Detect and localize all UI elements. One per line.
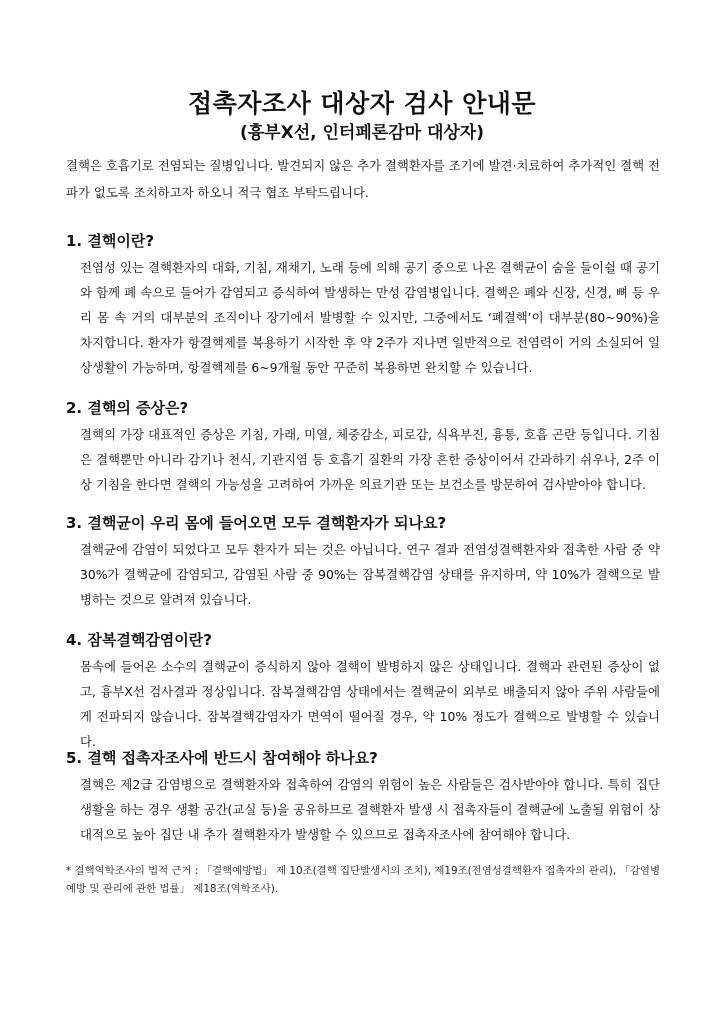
section-body: 결핵균에 감염이 되었다고 모두 환자가 되는 것은 아닙니다. 연구 결과 전염성결핵환자와 접촉한 사람 중 약 30%가 결핵균에 감염되고, 감염된 사람 중 90%는 잠복결핵감염 상태를 유지하며, 약 10%가 결핵으로 발병하는 것으로 알려져 있습니다. — [80, 542, 660, 607]
section-heading: 5. 결핵 접촉자조사에 반드시 참여해야 하나요? — [66, 749, 378, 767]
section-what-is-tb — [66, 229, 660, 380]
section-latent-tb — [66, 628, 660, 754]
intro-paragraph: 결핵은 호흡기로 전염되는 질병입니다. 발견되지 않은 추가 결핵환자를 조기에 발견·치료하여 추가적인 결핵 전파가 없도록 조치하고자 하오니 적극 협조 부탁드립니다. — [66, 158, 660, 200]
section-body: 결핵은 제2급 감염병으로 결핵환자와 접촉하여 감염의 위험이 높은 사람들은 검사받아야 합니다. 특히 집단생활을 하는 경우 생활 공간(교실 등)을 공유하므로 결핵환자 발생 시 접촉자들이 결핵균에 노출될 위험이 상대적으로 높아 집단 내 추가 결핵환자가 발생할 수 있으므로 접촉자조사에 참여해야 합니다. — [80, 777, 660, 842]
legal-footnote: * 결핵역학조사의 법적 근거 : 「결핵예방법」 제 10조(결핵 집단발생시의 조치), 제19조(전염성결핵환자 접촉자의 관리), 「감염병 예방 및 관리에 관한 법률」 제18조(역학조사). — [66, 865, 660, 895]
section-body: 결핵의 가장 대표적인 증상은 기침, 가래, 미열, 체중감소, 피로감, 식욕부진, 흉통, 호흡 곤란 등입니다. 기침은 결핵뿐만 아니라 감기나 천식, 기관지염 등 호흡기 질환의 가장 흔한 증상이어서 간과하기 쉬우나, 2주 이상 기침을 한다면 결핵의 가능성을 고려하여 가까운 의료기관 또는 보건소를 방문하여 검사받아야 합니다. — [80, 427, 660, 492]
section-contact-investigation — [66, 746, 660, 847]
section-heading: 2. 결핵의 증상은? — [66, 399, 189, 417]
section-symptoms — [66, 396, 660, 497]
section-body: 전염성 있는 결핵환자의 대화, 기침, 재채기, 노래 등에 의해 공기 중으로 나온 결핵균이 숨을 들이쉴 때 공기와 함께 폐 속으로 들어가 감염되고 증식하여 발생하는 만성 감염병입니다. 결핵은 폐와 신장, 신경, 뼈 등 우리 몸 속 거의 대부분의 조직이나 장기에서 발병할 수 있지만, 그중에서도 ‘폐결핵’이 대부분(80~90%)을 차지합니다. 환자가 항결핵제를 복용하기 시작한 후 약 2주가 지나면 일반적으로 전염력이 거의 소실되어 일상생활이 가능하며, 항결핵제를 6~9개월 동안 꾸준히 복용하면 완치할 수 있습니다. — [80, 260, 660, 375]
section-infection — [66, 511, 660, 612]
page-title: 접촉자조사 대상자 검사 안내문 — [187, 89, 537, 118]
section-heading: 1. 결핵이란? — [66, 232, 155, 250]
section-heading: 3. 결핵균이 우리 몸에 들어오면 모두 결핵환자가 되나요? — [66, 514, 447, 532]
section-heading: 4. 잠복결핵감염이란? — [66, 631, 212, 649]
page-subtitle: (흉부X선, 인터페론감마 대상자) — [239, 123, 484, 143]
section-body: 몸속에 들어온 소수의 결핵균이 증식하지 않아 결핵이 발병하지 않은 상태입니다. 결핵과 관련된 증상이 없고, 흉부X선 검사결과 정상입니다. 잠복결핵감염 상태에서는 결핵균이 외부로 배출되지 않아 주위 사람들에게 전파되지 않습니다. 잠복결핵감염자가 면역이 떨어질 경우, 약 10% 정도가 결핵으로 발병할 수 있습니다. — [80, 659, 660, 749]
